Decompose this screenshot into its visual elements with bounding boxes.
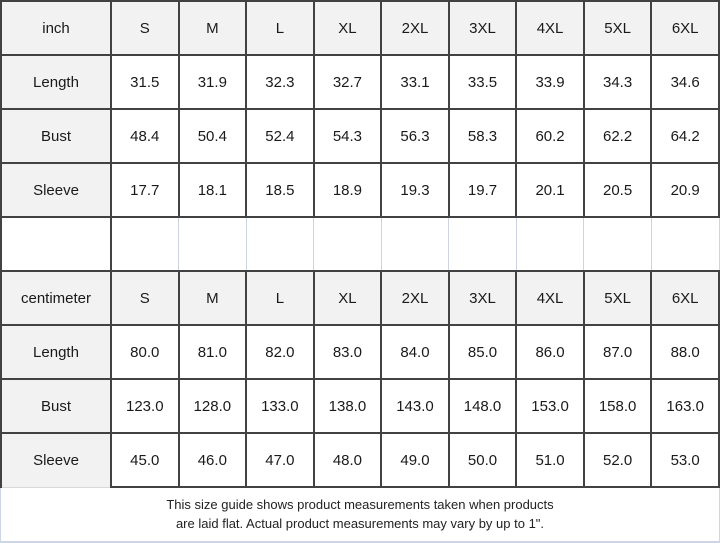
measurement-value-cell: 85.0 <box>449 325 517 379</box>
measurement-value-cell: 87.0 <box>584 325 652 379</box>
measurement-value-cell: 84.0 <box>381 325 449 379</box>
measurement-value-cell: 48.0 <box>314 433 382 487</box>
measurement-value-cell: 83.0 <box>314 325 382 379</box>
note-line-2: are laid flat. Actual product measurements may vary by up to 1". <box>175 515 545 531</box>
size-header-cell: 5XL <box>584 1 652 55</box>
spacer-cell <box>314 217 382 271</box>
measurement-value-cell: 88.0 <box>651 325 719 379</box>
measurement-value-cell: 34.6 <box>651 55 719 109</box>
size-header-cell: L <box>246 271 314 325</box>
measurement-value-cell: 33.1 <box>381 55 449 109</box>
size-header-row <box>1 1 719 55</box>
measurement-value-cell: 20.9 <box>651 163 719 217</box>
measurement-value-cell: 52.0 <box>584 433 652 487</box>
measurement-value-cell: 31.5 <box>111 55 179 109</box>
size-header-cell: M <box>179 1 247 55</box>
measurement-value-cell: 18.9 <box>314 163 382 217</box>
measurement-value-cell: 153.0 <box>516 379 584 433</box>
size-header-cell: M <box>179 271 247 325</box>
measurement-row <box>1 379 719 433</box>
spacer-row <box>1 217 719 271</box>
measurement-row <box>1 109 719 163</box>
measurement-value-cell: 50.0 <box>449 433 517 487</box>
measurement-value-cell: 49.0 <box>381 433 449 487</box>
measurement-value-cell: 138.0 <box>314 379 382 433</box>
measurement-value-cell: 19.3 <box>381 163 449 217</box>
measurement-value-cell: 32.7 <box>314 55 382 109</box>
measurement-value-cell: 52.4 <box>246 109 314 163</box>
measurement-value-cell: 86.0 <box>516 325 584 379</box>
measurement-value-cell: 51.0 <box>516 433 584 487</box>
measurement-value-cell: 143.0 <box>381 379 449 433</box>
measurement-value-cell: 128.0 <box>179 379 247 433</box>
size-header-cell: L <box>246 1 314 55</box>
measurement-value-cell: 48.4 <box>111 109 179 163</box>
size-header-cell: 3XL <box>449 1 517 55</box>
measurement-value-cell: 58.3 <box>449 109 517 163</box>
size-header-cell: XL <box>314 271 382 325</box>
spacer-cell <box>111 217 179 271</box>
measurement-value-cell: 46.0 <box>179 433 247 487</box>
spacer-cell <box>449 217 517 271</box>
measurement-value-cell: 33.5 <box>449 55 517 109</box>
measure-label-cell: Length <box>1 55 111 109</box>
size-header-cell: 2XL <box>381 1 449 55</box>
note-line-1: This size guide shows product measurements taken when products <box>166 496 554 512</box>
measurement-value-cell: 18.5 <box>246 163 314 217</box>
measurement-value-cell: 45.0 <box>111 433 179 487</box>
measurement-value-cell: 31.9 <box>179 55 247 109</box>
measurement-value-cell: 20.5 <box>584 163 652 217</box>
size-header-cell: 6XL <box>651 271 719 325</box>
measurement-value-cell: 53.0 <box>651 433 719 487</box>
measurement-value-cell: 81.0 <box>179 325 247 379</box>
measurement-value-cell: 50.4 <box>179 109 247 163</box>
measurement-row <box>1 433 719 487</box>
size-header-cell: S <box>111 271 179 325</box>
measurement-value-cell: 19.7 <box>449 163 517 217</box>
unit-label-cell: centimeter <box>1 271 111 325</box>
measure-label-cell: Bust <box>1 379 111 433</box>
measurement-value-cell: 32.3 <box>246 55 314 109</box>
size-header-cell: 6XL <box>651 1 719 55</box>
measurement-value-cell: 56.3 <box>381 109 449 163</box>
spacer-label-cell <box>1 217 111 271</box>
measure-label-cell: Sleeve <box>1 163 111 217</box>
measurement-value-cell: 60.2 <box>516 109 584 163</box>
measurement-value-cell: 34.3 <box>584 55 652 109</box>
measurement-value-cell: 158.0 <box>584 379 652 433</box>
measurement-value-cell: 133.0 <box>246 379 314 433</box>
measurement-value-cell: 82.0 <box>246 325 314 379</box>
size-header-row <box>1 271 719 325</box>
measurement-value-cell: 80.0 <box>111 325 179 379</box>
measurement-value-cell: 123.0 <box>111 379 179 433</box>
measurement-value-cell: 17.7 <box>111 163 179 217</box>
measurement-value-cell: 64.2 <box>651 109 719 163</box>
measurement-value-cell: 20.1 <box>516 163 584 217</box>
measure-label-cell: Bust <box>1 109 111 163</box>
spacer-cell <box>179 217 247 271</box>
measurement-value-cell: 62.2 <box>584 109 652 163</box>
size-header-cell: 2XL <box>381 271 449 325</box>
measure-label-cell: Sleeve <box>1 433 111 487</box>
size-header-cell: XL <box>314 1 382 55</box>
size-header-cell: 3XL <box>449 271 517 325</box>
measurement-value-cell: 18.1 <box>179 163 247 217</box>
spacer-cell <box>381 217 449 271</box>
spacer-cell <box>516 217 584 271</box>
measurement-value-cell: 33.9 <box>516 55 584 109</box>
unit-label-cell: inch <box>1 1 111 55</box>
spacer-cell <box>584 217 652 271</box>
size-header-cell: S <box>111 1 179 55</box>
measurement-value-cell: 148.0 <box>449 379 517 433</box>
spacer-cell <box>246 217 314 271</box>
measurement-value-cell: 54.3 <box>314 109 382 163</box>
spacer-cell <box>651 217 719 271</box>
measurement-value-cell: 163.0 <box>651 379 719 433</box>
size-chart-body <box>1 1 719 487</box>
measurement-row <box>1 325 719 379</box>
size-guide-note <box>0 488 720 543</box>
measurement-row <box>1 163 719 217</box>
size-header-cell: 5XL <box>584 271 652 325</box>
size-header-cell: 4XL <box>516 1 584 55</box>
measurement-row <box>1 55 719 109</box>
size-header-cell: 4XL <box>516 271 584 325</box>
measurement-value-cell: 47.0 <box>246 433 314 487</box>
measure-label-cell: Length <box>1 325 111 379</box>
